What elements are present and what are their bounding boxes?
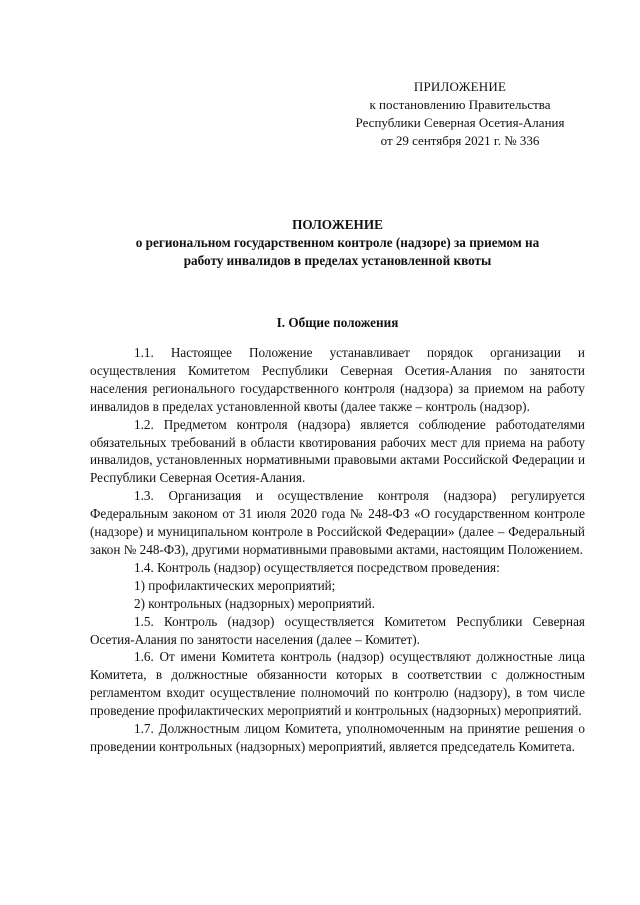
appendix-date-number: от 29 сентября 2021 г. № 336 (380, 133, 540, 148)
section-body (90, 344, 585, 756)
list-item-2: 2) контрольных (надзорных) мероприятий. (134, 595, 376, 611)
paragraph-1-4: 1.4. Контроль (надзор) осуществляется посредством проведения: (134, 559, 500, 575)
paragraph-1-6: 1.6. От имени Комитета контроль (надзор) осуществляют должностные лица Комитета, в должностные обязанности которых в соответствии с должностным регламентом входит осуществление полномочий по контролю (надзору), в том числе проведение профилактических мероприятий и контрольных (надзорных) мероприятий. (90, 649, 585, 719)
paragraph-1-5: 1.5. Контроль (надзор) осуществляется Комитетом Республики Северная Осетия-Алания по занятости населения (далее – Комитет). (90, 613, 585, 647)
title-subtitle-line1: о региональном государственном контроле (надзоре) за приемом на (135, 235, 540, 250)
appendix-label: ПРИЛОЖЕНИЕ (413, 79, 507, 94)
paragraph-1-1: 1.1. Настоящее Положение устанавливает порядок организации и осуществления Комитетом Республики Северная Осетия-Алания по занятости населения регионального государственного контроля (надзора) за приемом на работу инвалидов в пределах установленной квоты (далее также – контроль (надзор). (90, 345, 585, 414)
section-heading: I. Общие положения (276, 315, 399, 330)
appendix-issuer: Республики Северная Осетия-Алания (355, 115, 565, 130)
paragraph-1-7: 1.7. Должностным лицом Комитета, уполномоченным на принятие решения о проведении контрольных (надзорных) мероприятий, является председатель Комитета. (90, 721, 585, 754)
title-main: ПОЛОЖЕНИЕ (292, 217, 383, 232)
list-item-1: 1) профилактических мероприятий; (134, 577, 336, 593)
title-subtitle-line2: работу инвалидов в пределах установленной квоты (183, 253, 492, 268)
document-title (90, 216, 585, 270)
paragraph-1-3: 1.3. Организация и осуществление контроля (надзора) регулируется Федеральным законом от 31 июля 2020 года № 248-ФЗ «О государственном контроле (надзоре) и муниципальном контроле в Российской Федерации» (далее – Федеральный закон № 248-ФЗ), другими нормативными правовыми актами, настоящим Положением. (90, 488, 585, 557)
paragraph-1-2: 1.2. Предметом контроля (надзора) является соблюдение работодателями обязательных требований в области квотирования рабочих мест для приема на работу инвалидов, установленных нормативными правовыми актами Российской Федерации и Республики Северная Осетия-Алания. (90, 416, 585, 486)
appendix-block (340, 78, 580, 150)
appendix-reference: к постановлению Правительства (369, 97, 551, 112)
